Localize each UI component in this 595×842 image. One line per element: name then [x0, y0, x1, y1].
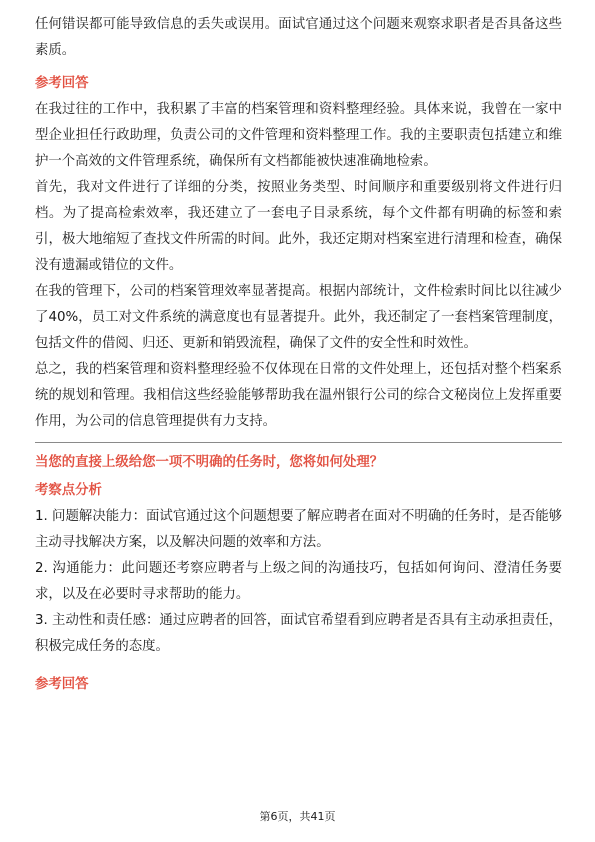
section-divider: [35, 442, 562, 443]
page-footer: 第6页，共41页: [259, 810, 336, 823]
analysis-point-2: 2. 沟通能力：此问题还考察应聘者与上级之间的沟通技巧，包括如何询问、澄清任务要求，以及在必要时寻求帮助的能力。: [35, 561, 562, 602]
reference-answer-label: 参考回答: [35, 76, 89, 91]
answer-paragraph-2: 首先，我对文件进行了详细的分类，按照业务类型、时间顺序和重要级别将文件进行归档。为了提高检索效率，我还建立了一套电子目录系统，每个文件都有明确的标签和索引，极大地缩短了查找文件所需的时间。此外，我还定期对档案室进行清理和检查，确保没有遗漏或错位的文件。: [35, 180, 562, 273]
reference-answer-label-2: 参考回答: [35, 677, 89, 692]
analysis-label: 考察点分析: [35, 483, 102, 498]
answer-paragraph-4: 总之，我的档案管理和资料整理经验不仅体现在日常的文件处理上，还包括对整个档案系统的规划和管理。我相信这些经验能够帮助我在温州银行公司的综合文秘岗位上发挥重要作用，为公司的信息管理提供有力支持。: [35, 362, 562, 429]
answer-paragraph-3: 在我的管理下，公司的档案管理效率显著提高。根据内部统计，文件检索时间比以往减少了40%，员工对文件系统的满意度也有显著提升。此外，我还制定了一套档案管理制度，包括文件的借阅、归还、更新和销毁流程，确保了文件的安全性和时效性。: [35, 284, 562, 351]
document-page: [35, 12, 562, 698]
analysis-point-1: 1. 问题解决能力：面试官通过这个问题想要了解应聘者在面对不明确的任务时，是否能够主动寻找解决方案，以及解决问题的效率和方法。: [35, 509, 562, 550]
answer-paragraph-1: 在我过往的工作中，我积累了丰富的档案管理和资料整理经验。具体来说，我曾在一家中型企业担任行政助理，负责公司的文件管理和资料整理工作。我的主要职责包括建立和维护一个高效的文件管理系统，确保所有文档都能被快速准确地检索。: [35, 102, 562, 169]
intro-paragraph: 任何错误都可能导致信息的丢失或误用。面试官通过这个问题来观察求职者是否具备这些素质。: [35, 17, 562, 58]
question-title: 当您的直接上级给您一项不明确的任务时，您将如何处理？: [35, 455, 384, 470]
analysis-point-3: 3. 主动性和责任感：通过应聘者的回答，面试官希望看到应聘者是否具有主动承担责任，积极完成任务的态度。: [35, 613, 562, 654]
